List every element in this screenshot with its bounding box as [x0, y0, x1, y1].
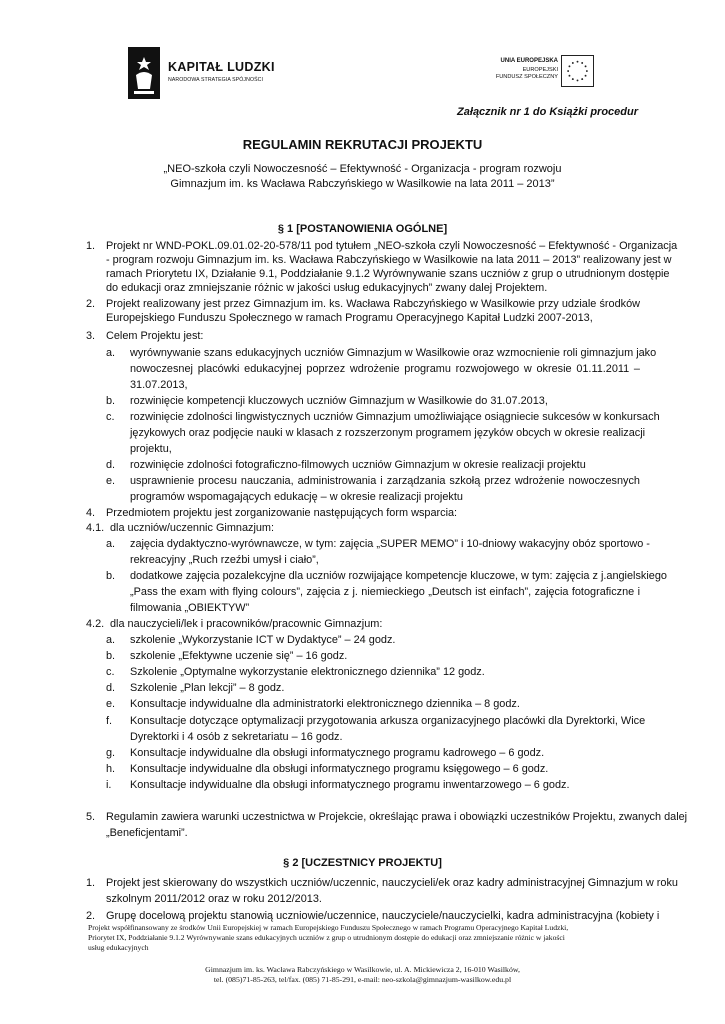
list-line: dodatkowe zajęcia pozalekcyjne dla uczniów rozwijające kompetencje kluczowe, w tym: zajęcia z j.angielskiego: [130, 570, 667, 582]
list-line: szkolenie „Efektywne uczenie się” – 16 godz.: [130, 650, 348, 662]
paragraph-line: Projekt jest skierowany do wszystkich uczniów/uczennic, nauczycieli/ek oraz kadry administracyjnej Gimnazjum w roku: [106, 877, 678, 889]
item-number: 5.: [86, 811, 96, 823]
list-letter: c.: [106, 411, 115, 423]
document-title: REGULAMIN REKRUTACJI PROJEKTU: [242, 137, 483, 152]
eu-flag-icon: [561, 55, 594, 87]
list-letter: b.: [106, 570, 116, 582]
section-2-heading: § 2 [UCZESTNICY PROJEKTU]: [283, 857, 442, 869]
paragraph-line: „Beneficjentami”.: [106, 827, 188, 839]
list-letter: a.: [106, 538, 116, 550]
eu-logo-line3: FUNDUSZ SPOŁECZNY: [495, 74, 558, 80]
paragraph-line: - program rozwoju Gimnazjum im. ks. Wacława Rabczyńskiego w Wasilkowie na lata 2011 – 2013” realizowany jest w: [106, 254, 672, 266]
list-letter: a.: [106, 347, 116, 359]
list-line: rozwinięcie kompetencji kluczowych uczniów Gimnazjum w Wasilkowie do 31.07.2013,: [130, 395, 548, 407]
list-letter: b.: [106, 650, 116, 662]
footer-address-line: Gimnazjum im. ks. Wacława Rabczyńskiego w Wasilkowie, ul. A. Mickiewicza 2, 16-010 Wasilków,: [205, 965, 520, 974]
item-number: 3.: [86, 330, 96, 342]
paragraph-line: Przedmiotem projektu jest zorganizowanie następujących form wsparcia:: [106, 507, 458, 519]
list-line: szkolenie „Wykorzystanie ICT w Dydaktyce” – 24 godz.: [130, 634, 396, 646]
paragraph-line: Grupę docelową projektu stanowią uczniowie/uczennice, nauczyciele/nauczycielki, kadra administracyjna (kobiety i: [106, 910, 660, 922]
section-1-heading: § 1 [POSTANOWIENIA OGÓLNE]: [277, 223, 448, 235]
list-line: Konsultacje indywidualne dla administratorki elektronicznego dziennika – 8 godz.: [130, 698, 520, 710]
paragraph-line: Projekt nr WND-POKL.09.01.02-20-578/11 pod tytułem „NEO-szkoła czyli Nowoczesność – Efektywność - Organizacja: [106, 240, 678, 252]
list-line: „Pass the exam with flying colours”, zajęcia z j. niemieckiego „Deutsch ist einfach”, zajęcia fotograficzne i: [130, 586, 640, 598]
paragraph-line: szkolnym 2011/2012 oraz w roku 2012/2013.: [106, 893, 322, 905]
list-line: Szkolenie „Plan lekcji” – 8 godz.: [130, 682, 285, 694]
footer-funding-line: usług edukacyjnych: [88, 943, 149, 952]
footer-funding-line: Priorytet IX, Poddziałanie 9.1.2 Wyrównywanie szans edukacyjnych uczniów z grup o utrudnionym dostępie do edukacji oraz zmniejszanie różnic w jakości: [88, 933, 565, 942]
paragraph-line: do edukacji oraz zmniejszanie różnic w jakości usług edukacyjnych” zwany dalej Projektem.: [106, 282, 548, 294]
paragraph-line: Celem Projektu jest:: [106, 330, 204, 342]
footer-contact-line: tel. (085)71-85-263, tel/fax. (085) 71-85-291, e-mail: neo-szkola@gimnazjum-wasilkow.edu.pl: [213, 975, 512, 984]
list-line: filmowania „OBIEKTYW”: [130, 602, 250, 614]
list-line: projektu,: [130, 443, 172, 455]
paragraph-line: Projekt realizowany jest przez Gimnazjum im. ks. Wacława Rabczyńskiego w Wasilkowie przy udziale środków: [106, 298, 640, 310]
list-line: Dyrektorki i 4 osób z sekretariatu – 16 godz.: [130, 731, 343, 743]
list-line: usprawnienie procesu nauczania, administrowania i zarządzania szkołą przez wdrożenie nowoczesnych: [130, 475, 640, 487]
kapital-ludzki-logo: [128, 47, 298, 99]
item-number: 1.: [86, 877, 96, 889]
list-letter: i.: [106, 779, 112, 791]
eu-logo-line1: UNIA EUROPEJSKA: [500, 58, 558, 64]
list-line: Konsultacje indywidualne dla obsługi informatycznego programu księgowego – 6 godz.: [130, 763, 549, 775]
list-letter: d.: [106, 459, 116, 471]
list-line: rekreacyjny „Ruch rzeźbi umysł i ciało”,: [130, 554, 319, 566]
list-line: Konsultacje indywidualne dla obsługi informatycznego programu kadrowego – 6 godz.: [130, 747, 545, 759]
list-letter: c.: [106, 666, 115, 678]
list-line: 31.07.2013,: [130, 379, 188, 391]
item-number: 2.: [86, 298, 96, 310]
kapital-ludzki-emblem-icon: [128, 47, 160, 99]
list-letter: d.: [106, 682, 116, 694]
item-number: 1.: [86, 240, 96, 252]
footer-funding-line: Projekt współfinansowany ze środków Unii Europejskiej w ramach Europejskiego Funduszu Społecznego w ramach Programu Operacyjnego Kapitał Ludzki,: [88, 923, 569, 932]
list-letter: a.: [106, 634, 116, 646]
paragraph-line: dla nauczycieli/lek i pracowników/pracownic Gimnazjum:: [110, 618, 383, 630]
subtitle-line-1: „NEO-szkoła czyli Nowoczesność – Efektywność - Organizacja - program rozwoju: [163, 163, 562, 175]
kapital-ludzki-subtitle: NARODOWA STRATEGIA SPÓJNOŚCI: [168, 77, 264, 83]
eu-logo-line2: EUROPEJSKI: [522, 67, 558, 73]
list-line: rozwinięcie zdolności fotograficzno-filmowych uczniów Gimnazjum w okresie realizacji projektu: [130, 459, 586, 471]
list-line: nowoczesnej placówki edukacyjnej poprzez wdrożenie programu rozwojowego w okresie 01.11.2011 –: [130, 363, 640, 375]
item-number: 4.2.: [86, 618, 105, 630]
item-number: 4.: [86, 507, 96, 519]
list-line: Konsultacje indywidualne dla obsługi informatycznego programu inwentarzowego – 6 godz.: [130, 779, 570, 791]
list-line: programów wspomagających edukację – w okresie realizacji projektu: [130, 491, 463, 503]
subtitle-line-2: Gimnazjum im. ks Wacława Rabczyńskiego w Wasilkowie na lata 2011 – 2013”: [170, 178, 555, 190]
list-letter: g.: [106, 747, 116, 759]
list-letter: b.: [106, 395, 116, 407]
paragraph-line: ramach Priorytetu IX, Działanie 9.1, Poddziałanie 9.1.2 Wyrównywanie szans uczniów z grup o utrudnionym dostępie: [106, 268, 670, 280]
paragraph-line: Europejskiego Funduszu Społecznego w ramach Programu Operacyjnego Kapitał Ludzki 2007-2013,: [106, 312, 593, 324]
list-line: Szkolenie „Optymalne wykorzystanie elektronicznego dziennika” 12 godz.: [130, 666, 485, 678]
annex-note: Załącznik nr 1 do Książki procedur: [457, 106, 638, 118]
eu-logo: [472, 55, 596, 93]
list-letter: e.: [106, 698, 116, 710]
list-line: językowych oraz podjęcie nauki w klasach z rozszerzonym programem języków obcych w okresie realizacji: [130, 427, 646, 439]
list-letter: h.: [106, 763, 116, 775]
item-number: 2.: [86, 910, 96, 922]
paragraph-line: Regulamin zawiera warunki uczestnictwa w Projekcie, określając prawa i obowiązki uczestników Projektu, zwanych dalej: [106, 811, 688, 823]
list-line: Konsultacje dotyczące optymalizacji przygotowania arkusza organizacyjnego placówki dla Dyrektorki, Wice: [130, 715, 646, 727]
item-number: 4.1.: [86, 522, 105, 534]
list-line: zajęcia dydaktyczno-wyrównawcze, w tym: zajęcia „SUPER MEMO” i 10-dniowy wakacyjny obóz sportowo -: [130, 538, 650, 550]
list-letter: e.: [106, 475, 116, 487]
list-letter: f.: [106, 715, 113, 727]
paragraph-line: dla uczniów/uczennic Gimnazjum:: [110, 522, 275, 534]
list-line: wyrównywanie szans edukacyjnych uczniów Gimnazjum w Wasilkowie oraz wzmocnienie roli gimnazjum jako: [130, 347, 657, 359]
list-line: rozwinięcie zdolności lingwistycznych uczniów Gimnazjum umożliwiające osiągniecie sukcesów w konkursach: [130, 411, 660, 423]
kapital-ludzki-name: KAPITAŁ LUDZKI: [168, 60, 275, 74]
